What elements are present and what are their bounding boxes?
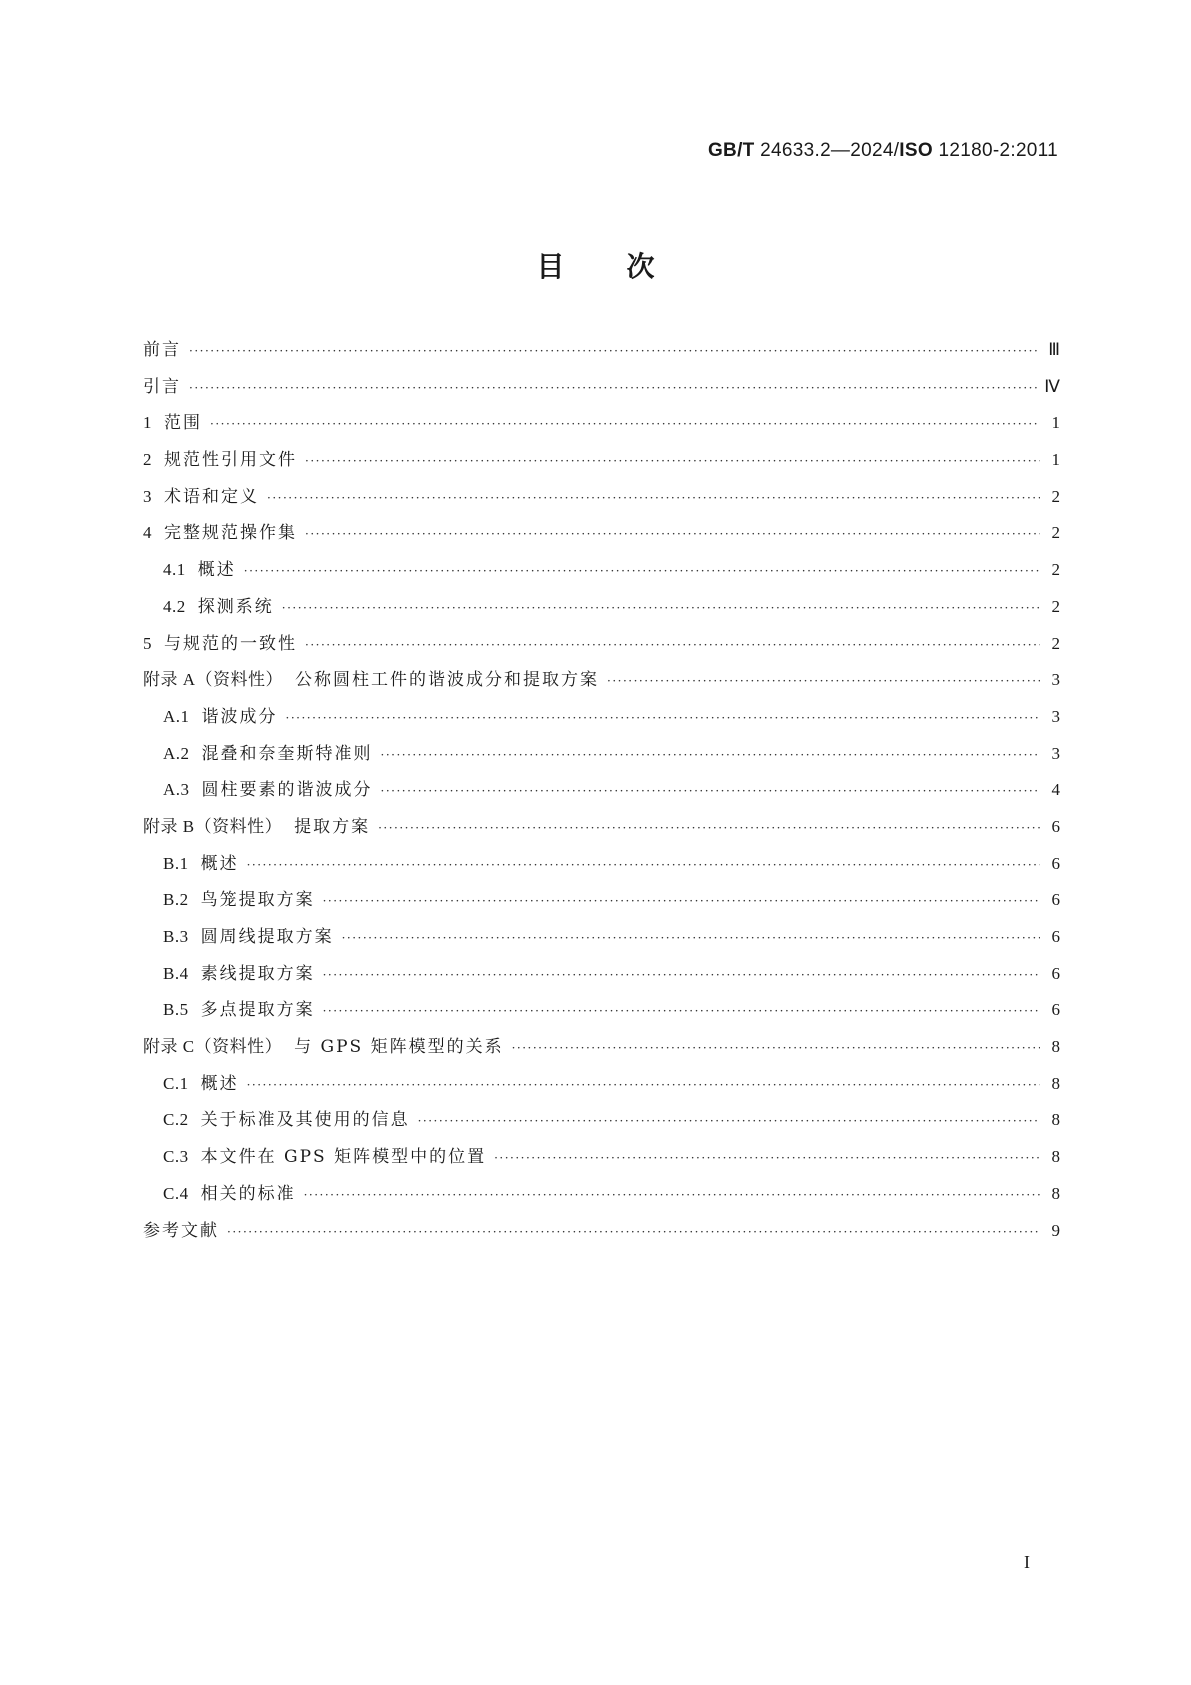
toc-entry[interactable]	[143, 706, 1060, 743]
toc-entry-page: 6	[1051, 963, 1060, 983]
toc-entry-page: Ⅳ	[1044, 376, 1060, 396]
toc-entry[interactable]	[143, 1220, 1060, 1257]
toc-entry-number: C.1	[163, 1073, 189, 1093]
std-prefix: GB/T	[707, 140, 755, 161]
toc-entry-number: B.3	[163, 927, 189, 946]
toc-dot-leader	[189, 340, 1040, 362]
toc-entry-page: 8	[1051, 1073, 1060, 1093]
toc-entry-number: C.4	[163, 1183, 189, 1203]
toc-entry[interactable]	[143, 1183, 1060, 1220]
toc-entry-label: 素线提取方案	[200, 963, 315, 984]
toc-entry-label: 鸟笼提取方案	[200, 890, 315, 911]
iso-number: 12180-2:2011	[938, 140, 1058, 161]
toc-entry-number: 附录 B（资料性）	[143, 816, 283, 836]
toc-entry[interactable]	[143, 449, 1060, 486]
toc-entry-label: 范围	[164, 413, 202, 434]
toc-entry-label: 术语和定义	[164, 486, 259, 507]
toc-entry[interactable]	[143, 633, 1060, 670]
toc-entry[interactable]	[143, 889, 1060, 926]
toc-dot-leader	[282, 597, 1040, 619]
toc-entry-page: 6	[1051, 853, 1060, 873]
toc-entry[interactable]	[143, 743, 1060, 780]
toc-dot-leader	[342, 927, 1040, 949]
footer-page-number: I	[1024, 1552, 1030, 1572]
toc-entry-page: 1	[1051, 450, 1060, 470]
toc-entry-page: 2	[1051, 633, 1060, 653]
toc-entry[interactable]	[143, 669, 1060, 706]
toc-dot-leader	[381, 780, 1040, 802]
toc-entry[interactable]	[143, 1146, 1060, 1183]
toc-entry[interactable]	[143, 522, 1060, 559]
toc-entry-number: 1	[143, 413, 152, 433]
toc-dot-leader	[418, 1110, 1040, 1132]
toc-entry-label: 前言	[143, 340, 181, 360]
toc-entry-number: B.1	[163, 853, 189, 873]
toc-dot-leader	[304, 1184, 1040, 1206]
toc-dot-leader	[378, 817, 1040, 839]
toc-dot-leader	[210, 413, 1040, 435]
toc-dot-leader	[227, 1221, 1040, 1243]
toc-dot-leader	[267, 487, 1040, 509]
toc-dot-leader	[512, 1037, 1040, 1059]
toc-entry-number: A.1	[163, 706, 190, 726]
toc-entry-number: 4.1	[163, 560, 186, 580]
toc-entry-page: 9	[1051, 1220, 1060, 1240]
toc-entry-label: 规范性引用文件	[164, 450, 297, 471]
toc-entry-page: 1	[1051, 413, 1060, 433]
toc-entry[interactable]	[143, 926, 1060, 963]
toc-entry-page: 2	[1051, 523, 1060, 543]
toc-entry-number: C.3	[163, 1147, 189, 1167]
toc-dot-leader	[323, 964, 1040, 986]
toc-entry-label: 探测系统	[197, 596, 274, 617]
page-title: 目次	[536, 250, 717, 283]
toc-entry-page: 8	[1051, 1110, 1060, 1130]
toc-dot-leader	[247, 1074, 1040, 1096]
toc-dot-leader	[305, 450, 1040, 472]
toc-entry-number: 4.2	[163, 596, 186, 616]
table-of-contents	[143, 339, 1060, 1256]
toc-entry[interactable]	[143, 596, 1060, 633]
toc-dot-leader	[189, 377, 1038, 399]
toc-entry-label: 谐波成分	[201, 706, 278, 727]
toc-entry[interactable]	[143, 376, 1060, 413]
toc-entry-number: 2	[143, 450, 152, 470]
toc-entry-label: 与规范的一致性	[164, 633, 297, 654]
toc-entry-page: 2	[1051, 486, 1060, 506]
toc-entry-number: A.2	[163, 743, 190, 763]
toc-entry-number: 附录 A（资料性）	[143, 670, 284, 690]
toc-entry-number: 4	[143, 523, 152, 543]
toc-dot-leader	[305, 523, 1040, 545]
toc-dot-leader	[286, 707, 1040, 729]
toc-dot-leader	[381, 744, 1040, 766]
toc-entry-number: B.4	[163, 963, 189, 983]
toc-entry-page: 3	[1051, 670, 1060, 690]
toc-entry-number: C.2	[163, 1110, 189, 1130]
toc-entry-label: 本文件在 GPS 矩阵模型中的位置	[200, 1147, 487, 1168]
toc-dot-leader	[323, 1000, 1040, 1022]
toc-entry-label: 概述	[200, 1073, 239, 1094]
toc-entry-label: 完整规范操作集	[164, 523, 297, 544]
toc-entry-page: 3	[1051, 706, 1060, 726]
toc-entry[interactable]	[143, 1109, 1060, 1146]
toc-entry[interactable]	[143, 1073, 1060, 1110]
toc-entry[interactable]	[143, 853, 1060, 890]
toc-entry-page: 4	[1051, 780, 1060, 800]
toc-entry-number: 3	[143, 486, 152, 506]
toc-entry[interactable]	[143, 779, 1060, 816]
toc-entry-number: 附录 C（资料性）	[143, 1037, 283, 1057]
toc-entry-page: 8	[1051, 1147, 1060, 1167]
toc-entry-label: 引言	[143, 376, 181, 397]
toc-entry-page: 2	[1051, 596, 1060, 616]
toc-entry[interactable]	[143, 999, 1060, 1036]
toc-entry-label: 圆柱要素的谐波成分	[201, 780, 373, 801]
toc-entry-page: 8	[1051, 1183, 1060, 1203]
toc-entry-number: 5	[143, 633, 152, 653]
toc-entry-label: 圆周线提取方案	[200, 927, 334, 947]
toc-dot-leader	[247, 854, 1040, 876]
toc-dot-leader	[305, 634, 1040, 656]
toc-dot-leader	[607, 670, 1040, 692]
toc-entry[interactable]	[143, 559, 1060, 596]
toc-dot-leader	[323, 890, 1040, 912]
toc-entry-label: 关于标准及其使用的信息	[200, 1110, 410, 1131]
standard-number-header	[708, 140, 1058, 162]
toc-entry-label: 混叠和奈奎斯特准则	[201, 743, 373, 764]
toc-entry-label: 概述	[197, 560, 236, 581]
toc-entry[interactable]	[143, 412, 1060, 449]
toc-entry-page: Ⅲ	[1048, 340, 1060, 359]
toc-entry-label: 多点提取方案	[200, 1000, 315, 1021]
iso-prefix: ISO	[899, 140, 933, 161]
toc-entry-page: 8	[1051, 1037, 1060, 1057]
toc-entry[interactable]	[143, 486, 1060, 523]
toc-entry-number: A.3	[163, 780, 190, 800]
toc-entry[interactable]	[143, 339, 1060, 376]
toc-entry-label: 与 GPS 矩阵模型的关系	[294, 1037, 504, 1058]
toc-entry-number: B.5	[163, 1000, 189, 1020]
toc-entry-page: 2	[1051, 560, 1060, 580]
std-number: 24633.2—2024/	[760, 140, 900, 161]
toc-entry[interactable]	[143, 816, 1060, 853]
toc-dot-leader	[244, 560, 1040, 582]
toc-entry-label: 参考文献	[143, 1220, 219, 1241]
toc-entry[interactable]	[143, 1036, 1060, 1073]
toc-entry-page: 6	[1051, 890, 1060, 910]
toc-entry[interactable]	[143, 963, 1060, 1000]
toc-entry-label: 相关的标准	[200, 1183, 296, 1204]
toc-entry-number: B.2	[163, 890, 189, 910]
toc-entry-page: 6	[1051, 1000, 1060, 1020]
toc-entry-page: 6	[1051, 816, 1060, 836]
toc-entry-label: 提取方案	[294, 816, 371, 837]
toc-entry-page: 3	[1051, 743, 1060, 763]
toc-dot-leader	[494, 1147, 1040, 1169]
toc-entry-label: 概述	[200, 853, 239, 874]
toc-entry-label: 公称圆柱工件的谐波成分和提取方案	[295, 670, 600, 691]
toc-entry-page: 6	[1051, 927, 1060, 946]
